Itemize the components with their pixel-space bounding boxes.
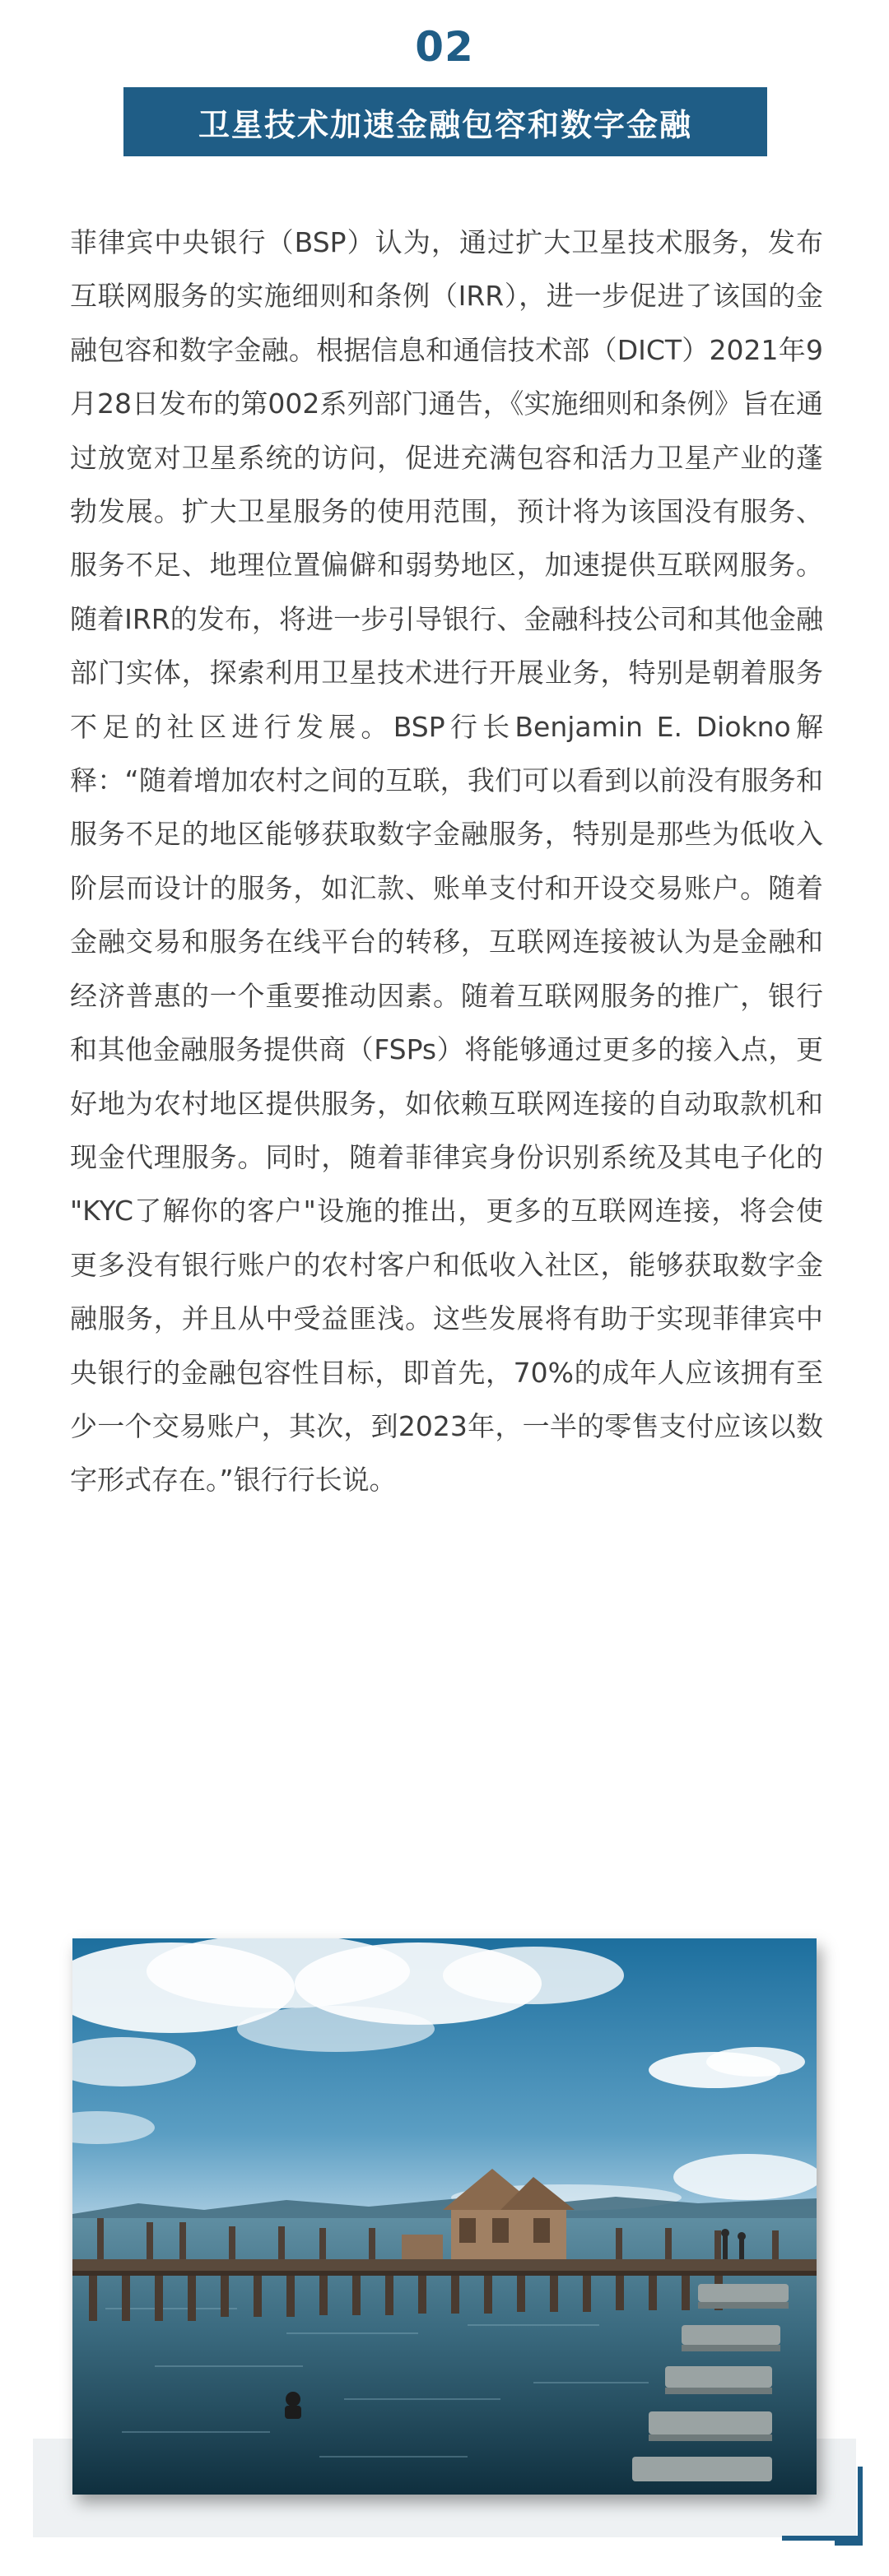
photo-frame-corner-bar [782,2536,863,2541]
article-paragraph: 菲律宾中央银行（BSP）认为，通过扩大卫星技术服务，发布互联网服务的实施细则和条例（IRR），进一步促进了该国的金融包容和数字金融。根据信息和通信技术部（DICT）2021年9月28日发布的第002系列部门通告，《实施细则和条例》旨在通过放宽对卫星系统的访问，促进充满包容和活力卫星产业的蓬勃发展。扩大卫星服务的使用范围，预计将为该国没有服务、服务不足、地理位置偏僻和弱势地区，加速提供互联网服务。随着IRR的发布，将进一步引导银行、金融科技公司和其他金融部门实体，探索利用卫星技术进行开展业务，特别是朝着服务不足的社区进行发展。BSP行长Benjamin E. Diokno解释：“随着增加农村之间的互联，我们可以看到以前没有服务和服务不足的地区能够获取数字金融服务，特别是那些为低收入阶层而设计的服务，如汇款、账单支付和开设交易账户。随着金融交易和服务在线平台的转移，互联网连接被认为是金融和经济普惠的一个重要推动因素。随着互联网服务的推广，银行和其他金融服务提供商（FSPs）将能够通过更多的接入点，更好地为农村地区提供服务，如依赖互联网连接的自动取款机和现金代理服务。同时，随着菲律宾身份识别系统及其电子化的 "KYC了解你的客户"设施的推出，更多的互联网连接，将会使更多没有银行账户的农村客户和低收入社区，能够获取数字金融服务，并且从中受益匪浅。这些发展将有助于实现菲律宾中央银行的金融包容性目标，即首先，70%的成年人应该拥有至少一个交易账户，其次，到2023年，一半的零售支付应该以数字形式存在。”银行行长说。 [70,226,823,1497]
section-title: 卫星技术加速金融包容和数字金融 [198,106,692,143]
section-number: 02 [415,23,474,71]
pier-deck [72,2259,817,2271]
section-title-banner [123,87,767,156]
photo-frame-corner [835,2467,863,2546]
pier-photo [72,1938,817,2495]
